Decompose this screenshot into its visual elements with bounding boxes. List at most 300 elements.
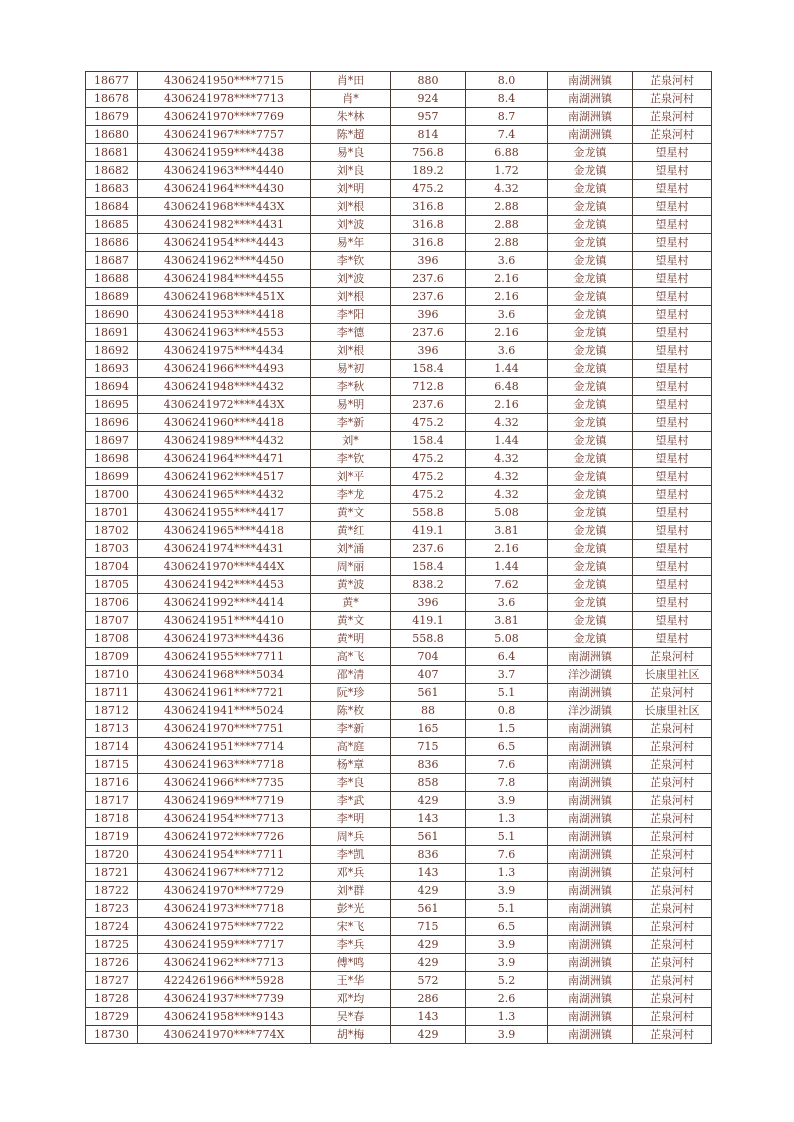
cell-village: 望星村: [633, 144, 712, 162]
cell-id-number: 4224261966****5928: [138, 972, 311, 990]
cell-amount: 143: [391, 810, 466, 828]
cell-rate: 1.3: [466, 810, 548, 828]
cell-serial: 18692: [86, 342, 138, 360]
cell-name: 李*秋: [311, 378, 391, 396]
cell-amount: 572: [391, 972, 466, 990]
cell-id-number: 4306241975****7722: [138, 918, 311, 936]
cell-serial: 18678: [86, 90, 138, 108]
cell-rate: 2.16: [466, 288, 548, 306]
cell-serial: 18690: [86, 306, 138, 324]
cell-village: 望星村: [633, 288, 712, 306]
cell-id-number: 4306241955****7711: [138, 648, 311, 666]
cell-village: 望星村: [633, 162, 712, 180]
cell-serial: 18717: [86, 792, 138, 810]
cell-village: 芷泉河村: [633, 900, 712, 918]
cell-village: 望星村: [633, 504, 712, 522]
cell-serial: 18727: [86, 972, 138, 990]
cell-town: 金龙镇: [548, 486, 633, 504]
cell-village: 芷泉河村: [633, 990, 712, 1008]
cell-name: 李*钦: [311, 252, 391, 270]
cell-village: 芷泉河村: [633, 108, 712, 126]
cell-town: 南湖洲镇: [548, 900, 633, 918]
cell-rate: 5.08: [466, 630, 548, 648]
cell-name: 刘*根: [311, 288, 391, 306]
cell-rate: 8.7: [466, 108, 548, 126]
cell-id-number: 4306241967****7757: [138, 126, 311, 144]
table-row: [86, 576, 712, 594]
data-table: [85, 71, 712, 1044]
cell-serial: 18713: [86, 720, 138, 738]
cell-village: 望星村: [633, 342, 712, 360]
cell-serial: 18723: [86, 900, 138, 918]
cell-serial: 18679: [86, 108, 138, 126]
cell-id-number: 4306241968****443X: [138, 198, 311, 216]
cell-town: 南湖洲镇: [548, 882, 633, 900]
cell-id-number: 4306241970****774X: [138, 1026, 311, 1044]
cell-name: 朱*林: [311, 108, 391, 126]
cell-rate: 2.16: [466, 540, 548, 558]
cell-village: 望星村: [633, 522, 712, 540]
table-row: [86, 522, 712, 540]
cell-id-number: 4306241950****7715: [138, 72, 311, 90]
cell-village: 望星村: [633, 216, 712, 234]
table-row: [86, 1008, 712, 1026]
cell-amount: 316.8: [391, 198, 466, 216]
table-row: [86, 504, 712, 522]
cell-village: 望星村: [633, 576, 712, 594]
cell-id-number: 4306241948****4432: [138, 378, 311, 396]
cell-serial: 18687: [86, 252, 138, 270]
table-row: [86, 918, 712, 936]
cell-name: 李*良: [311, 774, 391, 792]
cell-amount: 165: [391, 720, 466, 738]
cell-serial: 18697: [86, 432, 138, 450]
cell-id-number: 4306241941****5024: [138, 702, 311, 720]
table-row: [86, 936, 712, 954]
cell-town: 南湖洲镇: [548, 936, 633, 954]
cell-town: 南湖洲镇: [548, 108, 633, 126]
cell-rate: 6.48: [466, 378, 548, 396]
cell-serial: 18712: [86, 702, 138, 720]
cell-name: 刘*波: [311, 216, 391, 234]
cell-amount: 561: [391, 684, 466, 702]
cell-town: 金龙镇: [548, 198, 633, 216]
cell-village: 望星村: [633, 612, 712, 630]
cell-amount: 237.6: [391, 270, 466, 288]
cell-village: 望星村: [633, 432, 712, 450]
cell-town: 金龙镇: [548, 324, 633, 342]
cell-id-number: 4306241973****4436: [138, 630, 311, 648]
cell-amount: 396: [391, 252, 466, 270]
cell-town: 南湖洲镇: [548, 648, 633, 666]
cell-village: 望星村: [633, 180, 712, 198]
cell-village: 芷泉河村: [633, 756, 712, 774]
cell-town: 南湖洲镇: [548, 792, 633, 810]
cell-town: 金龙镇: [548, 270, 633, 288]
cell-town: 金龙镇: [548, 252, 633, 270]
cell-id-number: 4306241961****7721: [138, 684, 311, 702]
cell-town: 南湖洲镇: [548, 720, 633, 738]
cell-name: 刘*根: [311, 198, 391, 216]
cell-town: 南湖洲镇: [548, 864, 633, 882]
cell-amount: 836: [391, 846, 466, 864]
cell-town: 金龙镇: [548, 504, 633, 522]
cell-id-number: 4306241964****4430: [138, 180, 311, 198]
cell-name: 高*飞: [311, 648, 391, 666]
cell-name: 杨*章: [311, 756, 391, 774]
cell-rate: 2.16: [466, 324, 548, 342]
cell-amount: 957: [391, 108, 466, 126]
cell-serial: 18681: [86, 144, 138, 162]
table-row: [86, 594, 712, 612]
cell-town: 南湖洲镇: [548, 846, 633, 864]
table-row: [86, 72, 712, 90]
cell-id-number: 4306241963****4553: [138, 324, 311, 342]
cell-village: 望星村: [633, 324, 712, 342]
cell-town: 金龙镇: [548, 216, 633, 234]
cell-amount: 756.8: [391, 144, 466, 162]
cell-rate: 5.2: [466, 972, 548, 990]
cell-name: 李*明: [311, 810, 391, 828]
cell-rate: 3.9: [466, 936, 548, 954]
cell-id-number: 4306241959****7717: [138, 936, 311, 954]
cell-serial: 18701: [86, 504, 138, 522]
cell-serial: 18725: [86, 936, 138, 954]
table-row: [86, 288, 712, 306]
cell-town: 金龙镇: [548, 594, 633, 612]
cell-village: 芷泉河村: [633, 972, 712, 990]
cell-amount: 158.4: [391, 432, 466, 450]
cell-village: 芷泉河村: [633, 72, 712, 90]
cell-name: 刘*: [311, 432, 391, 450]
table-row: [86, 540, 712, 558]
cell-name: 易*良: [311, 144, 391, 162]
cell-id-number: 4306241962****4450: [138, 252, 311, 270]
table-row: [86, 216, 712, 234]
cell-rate: 3.6: [466, 306, 548, 324]
table-row: [86, 612, 712, 630]
cell-name: 刘*群: [311, 882, 391, 900]
cell-name: 李*武: [311, 792, 391, 810]
table-row: [86, 90, 712, 108]
cell-amount: 475.2: [391, 450, 466, 468]
cell-serial: 18730: [86, 1026, 138, 1044]
cell-rate: 7.6: [466, 846, 548, 864]
cell-amount: 429: [391, 792, 466, 810]
cell-id-number: 4306241963****7718: [138, 756, 311, 774]
cell-id-number: 4306241954****4443: [138, 234, 311, 252]
cell-village: 芷泉河村: [633, 738, 712, 756]
cell-name: 黄*明: [311, 630, 391, 648]
cell-id-number: 4306241962****7713: [138, 954, 311, 972]
cell-amount: 429: [391, 1026, 466, 1044]
table-row: [86, 738, 712, 756]
cell-serial: 18686: [86, 234, 138, 252]
cell-amount: 880: [391, 72, 466, 90]
cell-rate: 5.1: [466, 684, 548, 702]
cell-amount: 558.8: [391, 630, 466, 648]
cell-serial: 18720: [86, 846, 138, 864]
cell-id-number: 4306241975****4434: [138, 342, 311, 360]
cell-village: 芷泉河村: [633, 810, 712, 828]
cell-serial: 18677: [86, 72, 138, 90]
table-row: [86, 954, 712, 972]
table-row: [86, 234, 712, 252]
table-row: [86, 450, 712, 468]
cell-amount: 475.2: [391, 468, 466, 486]
cell-town: 洋沙湖镇: [548, 666, 633, 684]
cell-id-number: 4306241969****7719: [138, 792, 311, 810]
cell-town: 金龙镇: [548, 540, 633, 558]
table-row: [86, 882, 712, 900]
cell-rate: 1.44: [466, 432, 548, 450]
cell-rate: 1.44: [466, 360, 548, 378]
cell-id-number: 4306241964****4471: [138, 450, 311, 468]
cell-id-number: 4306241965****4432: [138, 486, 311, 504]
cell-id-number: 4306241984****4455: [138, 270, 311, 288]
cell-town: 南湖洲镇: [548, 774, 633, 792]
cell-rate: 5.08: [466, 504, 548, 522]
cell-town: 南湖洲镇: [548, 918, 633, 936]
cell-rate: 3.7: [466, 666, 548, 684]
cell-amount: 237.6: [391, 396, 466, 414]
cell-rate: 4.32: [466, 414, 548, 432]
cell-serial: 18684: [86, 198, 138, 216]
cell-serial: 18714: [86, 738, 138, 756]
cell-amount: 475.2: [391, 486, 466, 504]
table-row: [86, 324, 712, 342]
cell-id-number: 4306241970****7751: [138, 720, 311, 738]
cell-amount: 237.6: [391, 540, 466, 558]
cell-id-number: 4306241958****9143: [138, 1008, 311, 1026]
cell-id-number: 4306241942****4453: [138, 576, 311, 594]
cell-name: 李*新: [311, 414, 391, 432]
cell-village: 芷泉河村: [633, 1008, 712, 1026]
cell-village: 芷泉河村: [633, 792, 712, 810]
cell-amount: 924: [391, 90, 466, 108]
cell-serial: 18706: [86, 594, 138, 612]
cell-rate: 8.4: [466, 90, 548, 108]
cell-town: 南湖洲镇: [548, 738, 633, 756]
cell-rate: 1.5: [466, 720, 548, 738]
table-row: [86, 774, 712, 792]
table-row: [86, 828, 712, 846]
cell-rate: 4.32: [466, 180, 548, 198]
cell-village: 望星村: [633, 270, 712, 288]
cell-name: 王*华: [311, 972, 391, 990]
cell-village: 芷泉河村: [633, 90, 712, 108]
cell-rate: 3.9: [466, 1026, 548, 1044]
cell-amount: 316.8: [391, 216, 466, 234]
table-body: [86, 72, 712, 1044]
cell-rate: 2.16: [466, 270, 548, 288]
table-row: [86, 1026, 712, 1044]
cell-amount: 429: [391, 882, 466, 900]
cell-name: 胡*梅: [311, 1026, 391, 1044]
cell-amount: 189.2: [391, 162, 466, 180]
cell-town: 南湖洲镇: [548, 972, 633, 990]
cell-name: 易*年: [311, 234, 391, 252]
cell-village: 芷泉河村: [633, 774, 712, 792]
cell-serial: 18702: [86, 522, 138, 540]
cell-town: 金龙镇: [548, 450, 633, 468]
cell-serial: 18699: [86, 468, 138, 486]
table-row: [86, 702, 712, 720]
cell-name: 刘*平: [311, 468, 391, 486]
cell-name: 刘*明: [311, 180, 391, 198]
cell-rate: 3.81: [466, 522, 548, 540]
cell-town: 金龙镇: [548, 522, 633, 540]
cell-id-number: 4306241937****7739: [138, 990, 311, 1008]
table-row: [86, 558, 712, 576]
cell-id-number: 4306241954****7713: [138, 810, 311, 828]
cell-id-number: 4306241989****4432: [138, 432, 311, 450]
table-row: [86, 720, 712, 738]
cell-village: 望星村: [633, 360, 712, 378]
cell-town: 金龙镇: [548, 612, 633, 630]
cell-name: 黄*文: [311, 612, 391, 630]
cell-serial: 18689: [86, 288, 138, 306]
cell-serial: 18694: [86, 378, 138, 396]
cell-village: 望星村: [633, 414, 712, 432]
table-row: [86, 846, 712, 864]
cell-town: 南湖洲镇: [548, 684, 633, 702]
table-row: [86, 162, 712, 180]
table-row: [86, 396, 712, 414]
cell-town: 金龙镇: [548, 306, 633, 324]
cell-town: 金龙镇: [548, 468, 633, 486]
cell-serial: 18728: [86, 990, 138, 1008]
cell-village: 望星村: [633, 450, 712, 468]
cell-amount: 858: [391, 774, 466, 792]
cell-rate: 2.88: [466, 234, 548, 252]
cell-id-number: 4306241951****7714: [138, 738, 311, 756]
cell-rate: 4.32: [466, 486, 548, 504]
cell-rate: 6.88: [466, 144, 548, 162]
cell-amount: 237.6: [391, 324, 466, 342]
cell-serial: 18691: [86, 324, 138, 342]
cell-rate: 6.5: [466, 918, 548, 936]
cell-rate: 3.6: [466, 342, 548, 360]
cell-id-number: 4306241968****5034: [138, 666, 311, 684]
cell-name: 阮*珍: [311, 684, 391, 702]
cell-serial: 18707: [86, 612, 138, 630]
cell-village: 芷泉河村: [633, 846, 712, 864]
cell-village: 芷泉河村: [633, 936, 712, 954]
cell-name: 周*兵: [311, 828, 391, 846]
cell-amount: 715: [391, 918, 466, 936]
cell-name: 陈*超: [311, 126, 391, 144]
cell-serial: 18708: [86, 630, 138, 648]
cell-id-number: 4306241951****4410: [138, 612, 311, 630]
table-row: [86, 378, 712, 396]
table-row: [86, 306, 712, 324]
cell-village: 长康里社区: [633, 702, 712, 720]
cell-rate: 6.4: [466, 648, 548, 666]
cell-amount: 143: [391, 1008, 466, 1026]
cell-rate: 7.62: [466, 576, 548, 594]
cell-name: 李*阳: [311, 306, 391, 324]
cell-rate: 2.6: [466, 990, 548, 1008]
cell-id-number: 4306241967****7712: [138, 864, 311, 882]
cell-serial: 18724: [86, 918, 138, 936]
cell-name: 李*凯: [311, 846, 391, 864]
cell-village: 望星村: [633, 198, 712, 216]
cell-village: 长康里社区: [633, 666, 712, 684]
cell-amount: 475.2: [391, 180, 466, 198]
cell-rate: 4.32: [466, 450, 548, 468]
cell-amount: 396: [391, 306, 466, 324]
cell-town: 金龙镇: [548, 630, 633, 648]
cell-name: 刘*良: [311, 162, 391, 180]
cell-town: 南湖洲镇: [548, 756, 633, 774]
cell-village: 芷泉河村: [633, 828, 712, 846]
cell-name: 吴*春: [311, 1008, 391, 1026]
cell-rate: 1.3: [466, 1008, 548, 1026]
table-row: [86, 990, 712, 1008]
cell-name: 黄*红: [311, 522, 391, 540]
cell-village: 芷泉河村: [633, 684, 712, 702]
cell-rate: 8.0: [466, 72, 548, 90]
cell-town: 南湖洲镇: [548, 90, 633, 108]
cell-amount: 838.2: [391, 576, 466, 594]
cell-name: 肖*田: [311, 72, 391, 90]
cell-name: 邵*清: [311, 666, 391, 684]
cell-town: 金龙镇: [548, 558, 633, 576]
cell-serial: 18683: [86, 180, 138, 198]
cell-name: 李*德: [311, 324, 391, 342]
cell-village: 望星村: [633, 252, 712, 270]
cell-town: 金龙镇: [548, 342, 633, 360]
cell-village: 望星村: [633, 486, 712, 504]
cell-amount: 316.8: [391, 234, 466, 252]
cell-village: 望星村: [633, 540, 712, 558]
cell-id-number: 4306241954****7711: [138, 846, 311, 864]
cell-amount: 88: [391, 702, 466, 720]
cell-name: 彭*光: [311, 900, 391, 918]
cell-id-number: 4306241970****7769: [138, 108, 311, 126]
cell-town: 金龙镇: [548, 396, 633, 414]
cell-serial: 18710: [86, 666, 138, 684]
cell-rate: 2.88: [466, 198, 548, 216]
table-row: [86, 630, 712, 648]
cell-amount: 429: [391, 936, 466, 954]
cell-name: 刘*波: [311, 270, 391, 288]
cell-serial: 18685: [86, 216, 138, 234]
cell-id-number: 4306241959****4438: [138, 144, 311, 162]
table-row: [86, 756, 712, 774]
cell-amount: 143: [391, 864, 466, 882]
table-row: [86, 900, 712, 918]
cell-rate: 3.9: [466, 792, 548, 810]
cell-amount: 419.1: [391, 522, 466, 540]
cell-serial: 18722: [86, 882, 138, 900]
table-row: [86, 468, 712, 486]
table-row: [86, 648, 712, 666]
cell-id-number: 4306241982****4431: [138, 216, 311, 234]
cell-serial: 18698: [86, 450, 138, 468]
cell-rate: 1.3: [466, 864, 548, 882]
cell-village: 芷泉河村: [633, 918, 712, 936]
table-row: [86, 972, 712, 990]
cell-town: 金龙镇: [548, 360, 633, 378]
cell-amount: 407: [391, 666, 466, 684]
cell-town: 南湖洲镇: [548, 954, 633, 972]
cell-village: 望星村: [633, 396, 712, 414]
cell-id-number: 4306241972****7726: [138, 828, 311, 846]
cell-town: 金龙镇: [548, 378, 633, 396]
cell-id-number: 4306241962****4517: [138, 468, 311, 486]
